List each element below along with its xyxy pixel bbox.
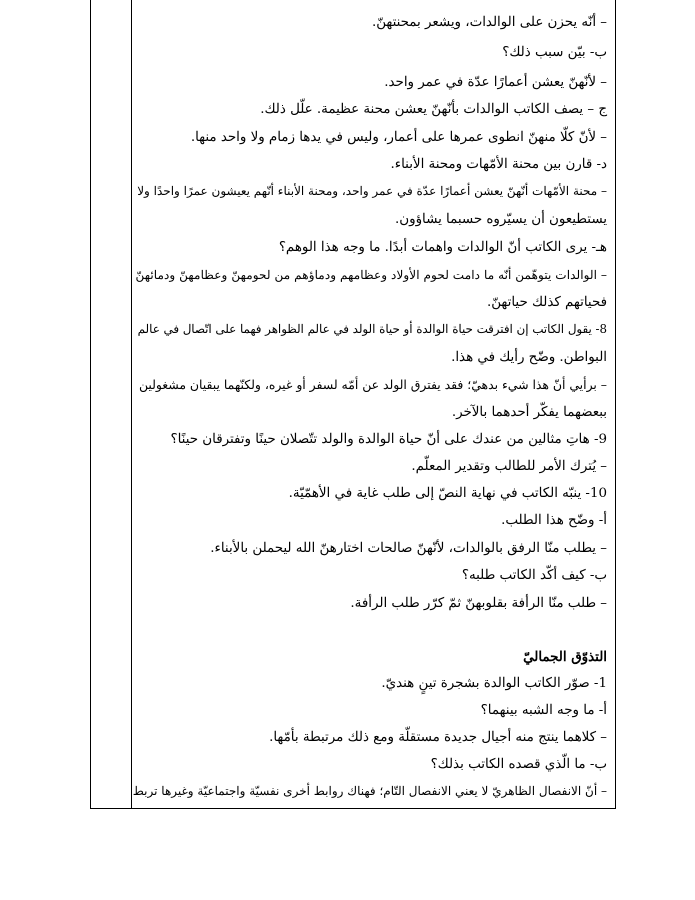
- text-line: – طلب منّا الرأفة بقلوبهنّ ثمّ كرّر طلب الرأفة.: [350, 596, 607, 611]
- text-line: – الوالدات يتوهّمن أنّه ما دامت لحوم الأولاد وعظامهم ودماؤهم من لحومهنّ وعظامهنّ ودمائهنّ: [135, 268, 607, 282]
- table-frame: [90, 0, 616, 809]
- text-line: هـ- يرى الكاتب أنّ الوالدات واهمات أبدًا. ما وجه هذا الوهم؟: [278, 240, 607, 255]
- side-column: [91, 0, 132, 808]
- text-line: 9- هاتِ مثالين من عندك على أنّ حياة الوالدة والولد تتّصلان حينًا وتفترقان حينًا؟: [170, 432, 607, 447]
- text-line: د- قارن بين محنة الأمّهات ومحنة الأبناء.: [390, 157, 607, 172]
- text-line: – أنّه يحزن على الوالدات، ويشعر بمحنتهنّ.: [371, 15, 607, 30]
- text-line: – كلاهما ينتج منه أجيال جديدة مستقلّة ومع ذلك مرتبطة بأمّها.: [269, 730, 607, 745]
- text-line: 1- صوّر الكاتب الوالدة بشجرة تينٍ هنديّ.: [381, 676, 607, 691]
- text-line: – أنّ الانفصال الظاهريّ لا يعني الانفصال التّام؛ فهناك روابط أخرى نفسيّة واجتماعيّة وغيرها تربط: [132, 784, 607, 798]
- text-line: ب- كيف أكّد الكاتب طلبه؟: [461, 568, 607, 583]
- text-line: – برأيي أنّ هذا شيء بدهيّ؛ فقد يفترق الولد عن أمّه لسفر أو غيره، ولكنّهما يبقيان مشغولين: [138, 377, 607, 392]
- text-line: فحياتهم كذلك حياتهنّ.: [486, 295, 607, 310]
- text-line: أ- وضّح هذا الطلب.: [501, 513, 607, 528]
- text-line: أ- ما وجه الشبه بينهما؟: [480, 703, 607, 718]
- text-line: – لأنّهنّ يعشن أعمارًا عدّة في عمر واحد.: [384, 75, 607, 90]
- worksheet-content: [133, 0, 611, 808]
- text-line: – يُترك الأمر للطالب وتقدير المعلّم.: [411, 459, 607, 474]
- text-line: – محنة الأمّهات أنّهنّ يعشن أعمارًا عدّة في عمر واحد، ومحنة الأبناء أنّهم يعيشون عمرًا واحدًا ولا: [137, 184, 607, 198]
- text-line: ببعضهما يفكّر أحدهما بالآخر.: [451, 405, 607, 420]
- text-line: يستطيعون أن يسيّروه حسبما يشاؤون.: [395, 212, 607, 227]
- text-line: البواطن. وضّح رأيك في هذا.: [451, 350, 607, 365]
- text-line: ب- بيّن سبب ذلك؟: [502, 45, 607, 60]
- text-line: 8- يقول الكاتب إن افترقت حياة الوالدة أو حياة الولد في عالم الظواهر فهما على اتّصال في عالم: [137, 322, 607, 336]
- section-heading: التذوّق الجماليّ: [523, 649, 607, 665]
- text-line: – لأنّ كلّا منهنّ انطوى عمرها على أعمار، وليس في يدها زمام ولا واحد منها.: [190, 130, 607, 145]
- text-line: 10- ينبّه الكاتب في نهاية النصّ إلى طلب غاية في الأهمّيّة.: [288, 486, 607, 501]
- text-line: – يطلب منّا الرفق بالوالدات، لأنّهنّ صالحات اختارهنّ الله ليحملن بالأبناء.: [210, 541, 607, 556]
- text-line: ج – يصف الكاتب الوالدات بأنّهنّ يعشن محنة عظيمة. علّل ذلك.: [260, 102, 607, 117]
- text-line: ب- ما الّذي قصده الكاتب بذلك؟: [430, 757, 607, 772]
